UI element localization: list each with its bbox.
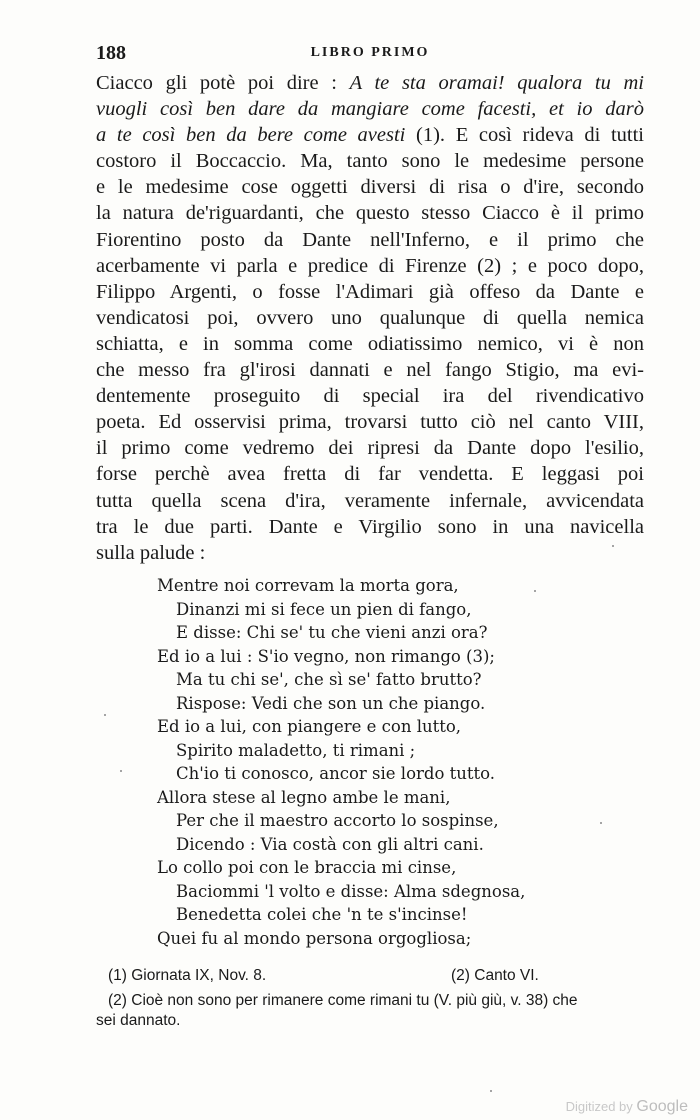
verse-line: Rispose: Vedi che son un che piango. (176, 693, 486, 713)
body-line: tutta quella scena d'ira, veramente infernale, avvicendata (96, 489, 644, 512)
footnote-3-line-1: (2) Cioè non sono per rimanere come rimani tu (V. più giù, v. 38) che (108, 992, 578, 1009)
footnote-3 (96, 991, 644, 1031)
body-line: schiatta, e in somma come odiatissimo nemico, vi è non (96, 332, 644, 355)
verse-line: Quei fu al mondo persona orgogliosa; (157, 928, 472, 948)
print-speck (104, 714, 106, 716)
page-number: 188 (96, 42, 126, 64)
verse-line: Mentre noi correvam la morta gora, (157, 576, 459, 595)
body-line: Ciacco gli potè poi dire : A te sta oramai! qualora tu mi (96, 72, 644, 94)
body-line: a te così ben da bere come avesti (1). E così rideva di tutti (96, 124, 644, 147)
verse-line: Dicendo : Via costà con gli altri cani. (176, 834, 484, 854)
footnote-2: (2) Canto VI. (451, 967, 539, 984)
body-line: tra le due parti. Dante e Virgilio sono in una navicella (96, 515, 644, 538)
verse-line: Dinanzi mi si fece un pien di fango, (176, 599, 472, 619)
verse-line: Spirito maladetto, ti rimani ; (176, 740, 416, 760)
print-speck (490, 1090, 492, 1092)
verse-line: Ch'io ti conosco, ancor sie lordo tutto. (176, 764, 496, 783)
body-line: Filippo Argenti, o fosse l'Adimari già offeso da Dante e (96, 280, 644, 303)
body-text (96, 70, 644, 566)
verse-line: Benedetta colei che 'n te s'incinse! (176, 905, 468, 924)
body-line: la natura de'riguardanti, che questo stesso Ciacco è il primo (96, 202, 644, 225)
watermark-brand: Google (636, 1098, 688, 1115)
footnotes (96, 966, 644, 1031)
verse-line: Allora stese al legno ambe le mani, (157, 787, 451, 807)
print-speck (534, 590, 536, 592)
body-line: e le medesime cose oggetti diversi di risa o d'ire, secondo (96, 176, 644, 199)
body-line: poeta. Ed osservisi prima, trovarsi tutto ciò nel canto VIII, (96, 411, 644, 434)
body-line: vuogli così ben dare da mangiare come facesti, et io darò (96, 98, 644, 121)
body-line: forse perchè avea fretta di far vendetta. E leggasi poi (96, 463, 644, 486)
footnote-row (108, 966, 644, 987)
verse-quotation (157, 574, 577, 950)
verse-line: Baciommi 'l volto e disse: Alma sdegnosa, (176, 881, 526, 901)
print-speck (612, 545, 614, 547)
verse-line: Ed io a lui, con piangere e con lutto, (157, 717, 462, 736)
watermark-prefix: Digitized by (565, 1099, 633, 1114)
verse-line: E disse: Chi se' tu che vieni anzi ora? (176, 623, 488, 642)
running-head: LIBRO PRIMO (310, 45, 430, 60)
digitizer-watermark (566, 1098, 688, 1116)
body-line: che messo fra gl'irosi dannati e nel fango Stigio, ma evi- (96, 359, 644, 382)
verse-line: Ma tu chi se', che sì se' fatto brutto? (176, 670, 482, 689)
body-line: sulla palude : (96, 541, 206, 564)
verse-line: Per che il maestro accorto lo sospinse, (176, 811, 499, 830)
verse-line: Lo collo poi con le braccia mi cinse, (157, 858, 457, 877)
footnote-1: (1) Giornata IX, Nov. 8. (108, 967, 267, 984)
verse-line: Ed io a lui : S'io vegno, non rimango (3); (157, 646, 495, 666)
body-line: il primo come vedremo dei ripresi da Dante dopo l'esilio, (96, 437, 644, 460)
body-line: costoro il Boccaccio. Ma, tanto sono le medesime persone (96, 150, 644, 173)
body-line: vendicatosi poi, ovvero uno qualunque di quella nemica (96, 306, 644, 329)
footnote-3-line-2: sei dannato. (96, 1012, 181, 1029)
print-speck (600, 822, 602, 824)
page-header (96, 42, 644, 64)
body-line: acerbamente vi parla e predice di Firenze (2) ; e poco dopo, (96, 254, 644, 277)
body-line: dentemente proseguito di special ira del rivendicativo (96, 385, 644, 408)
print-speck (120, 770, 122, 772)
body-line: Fiorentino posto da Dante nell'Inferno, e il primo che (96, 228, 644, 251)
